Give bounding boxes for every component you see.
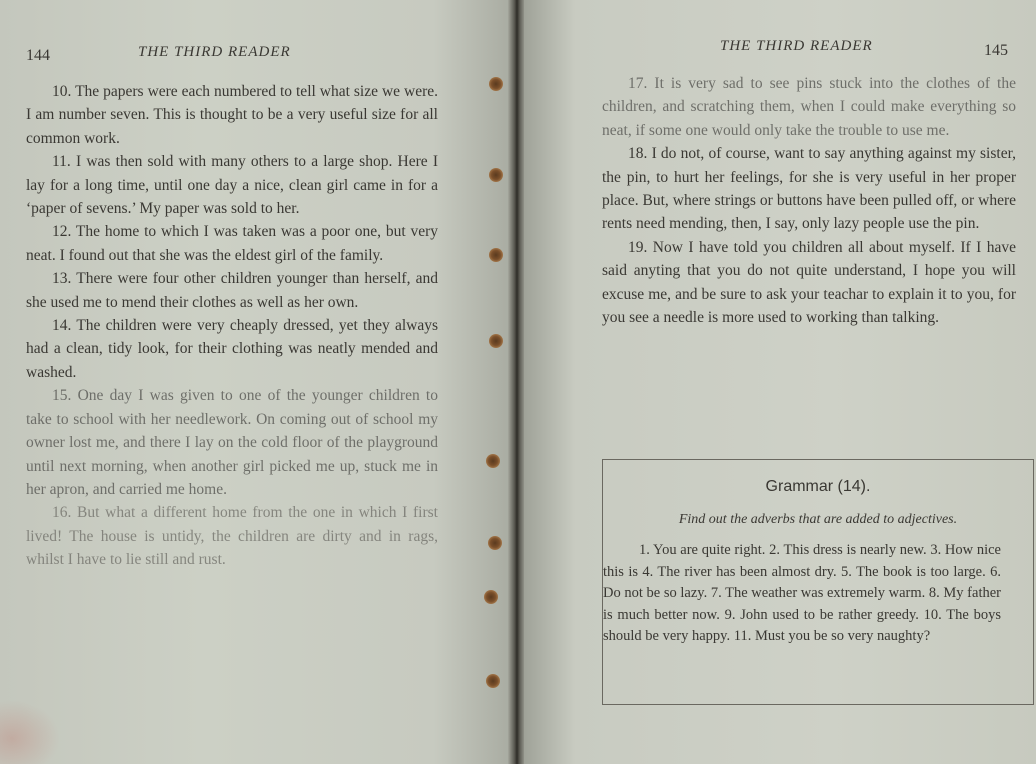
paragraph-19: 19. Now I have told you children all about myself. If I have said anyting that you do not quite understand, I hope you will excuse me, and be sure to ask your teachar to explain it to you, for you see a needle is more used to working than talking. xyxy=(602,238,1016,327)
grammar-exercise-text: 1. You are quite right. 2. This dress is nearly new. 3. How nice this is 4. The river has been almost dry. 5. The book is too large. 6. Do not be so lazy. 7. The weather was extremely warm. 8. My father is much better now. 9. John used to be rather greedy. 10. The boys should be very happy. 11. Must you be so very naughty? xyxy=(603,542,1001,645)
left-page-number: 144 xyxy=(26,47,50,64)
paragraph-16: 16. But what a different home from the one in which I first lived! The house is untidy, the children are dirty and in rags, whilst I have to lie still and rust. xyxy=(26,504,438,569)
binding-hole xyxy=(484,590,498,604)
paragraph-10: 10. The papers were each numbered to tell what size we were. I am number seven. This is thought to be a very useful size for all common work. xyxy=(26,83,438,147)
binding-hole xyxy=(489,334,503,348)
paragraph-13: 13. There were four other children younger than herself, and she used me to mend their clothes as well as her own. xyxy=(26,270,438,311)
left-page xyxy=(0,0,510,764)
binding-hole xyxy=(489,168,503,182)
left-running-head: THE THIRD READER xyxy=(138,44,291,60)
binding-hole xyxy=(488,536,502,550)
paragraph-12: 12. The home to which I was taken was a poor one, but very neat. I found out that she was the eldest girl of the family. xyxy=(26,223,438,264)
right-page-number: 145 xyxy=(984,42,1008,59)
binding-hole xyxy=(489,77,503,91)
binding-hole xyxy=(486,674,500,688)
paragraph-18: 18. I do not, of course, want to say anything against my sister, the pin, to hurt her feelings, for she is very useful in her proper place. But, where strings or buttons have been pulled off, or where rents need mending, then, I say, only lazy people use the pin. xyxy=(602,145,1016,233)
grammar-box xyxy=(602,459,1034,705)
paragraph-15: 15. One day I was given to one of the younger children to take to school with her needlework. On coming out of school my owner lost me, and there I lay on the cold floor of the playground until next morning, when another girl picked me up, stuck me in her apron, and carried me home. xyxy=(26,387,438,498)
paragraph-11: 11. I was then sold with many others to a large shop. Here I lay for a long time, until one day a nice, clean girl came in for a ‘paper of sevens.’ My paper was sold to her. xyxy=(26,153,438,218)
binding-hole xyxy=(486,454,500,468)
grammar-instruction: Find out the adverbs that are added to adjectives. xyxy=(678,512,958,527)
right-body-text xyxy=(602,72,1016,329)
grammar-title: Grammar (14). xyxy=(765,478,871,495)
binding-hole xyxy=(489,248,503,262)
paper-stain xyxy=(0,700,60,764)
paragraph-14: 14. The children were very cheaply dressed, yet they always had a clean, tidy look, for their clothing was neatly mended and washed. xyxy=(26,317,438,381)
right-running-head: THE THIRD READER xyxy=(720,38,873,54)
paragraph-17: 17. It is very sad to see pins stuck into the clothes of the children, and scratching them, when I could make everything so neat, if some one would only take the trouble to use me. xyxy=(602,75,1016,139)
grammar-exercise xyxy=(603,540,1001,648)
right-page xyxy=(524,0,1036,764)
left-body-text xyxy=(26,80,438,572)
